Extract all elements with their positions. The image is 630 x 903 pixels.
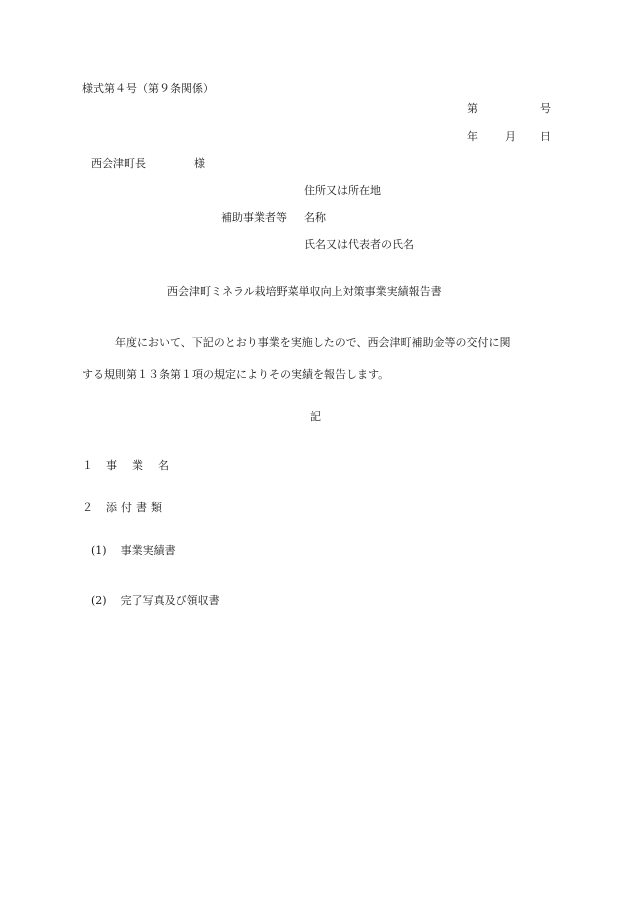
body-text-line-2: する規則第１３条第１項の規定によりその実績を報告します。 <box>82 368 390 381</box>
attachment-2-number: (2) <box>91 594 107 607</box>
applicant-label: 補助事業者等 <box>221 211 287 224</box>
item-2-number: ２ <box>82 501 93 514</box>
addressee-name: 西会津町長 <box>91 157 146 170</box>
date-day: 日 <box>540 130 551 143</box>
addressee-honorific: 様 <box>194 157 205 170</box>
date-year: 年 <box>467 130 478 143</box>
number-prefix: 第 <box>467 102 478 115</box>
address-label: 住所又は所在地 <box>304 184 381 197</box>
attachment-1-label: 事業実績書 <box>120 544 176 557</box>
item-attachments <box>82 501 166 515</box>
attachment-2 <box>91 594 220 608</box>
number-suffix: 号 <box>540 102 551 115</box>
attachment-2-label: 完了写真及び領収書 <box>120 594 220 607</box>
body-text-line-1: 年度において、下記のとおり事業を実施したので、西会津町補助金等の交付に関 <box>115 336 511 349</box>
ki-heading: 記 <box>310 410 321 423</box>
item-1-label: 事業名 <box>106 459 184 472</box>
name-label: 名称 <box>304 211 326 224</box>
representative-label: 氏名又は代表者の氏名 <box>304 238 414 251</box>
document-title: 西会津町ミネラル栽培野菜単収向上対策事業実績報告書 <box>167 285 442 298</box>
form-number: 様式第４号（第９条関係） <box>82 82 214 95</box>
attachment-1 <box>91 544 176 558</box>
item-1-number: １ <box>82 459 93 472</box>
item-2-label: 添付書類 <box>106 501 166 514</box>
attachment-1-number: (1) <box>91 544 107 557</box>
date-month: 月 <box>505 130 516 143</box>
addressee <box>91 157 205 171</box>
item-project-name <box>82 459 184 473</box>
